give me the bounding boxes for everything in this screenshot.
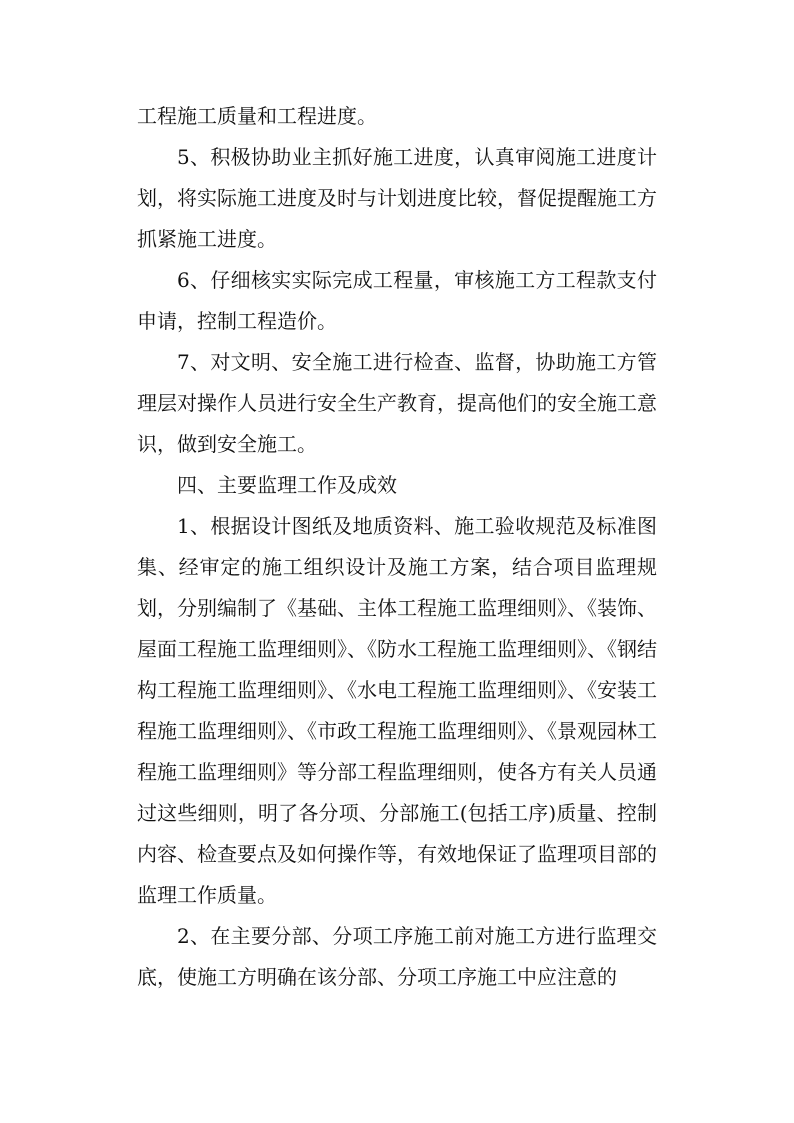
paragraph-item-1: 1、根据设计图纸及地质资料、施工验收规范及标准图集、经审定的施工组织设计及施工方案，结合项目监理规划，分别编制了《基础、主体工程施工监理细则》、《装饰、屋面工程施工监理细则》、《防水工程施工监理细则》、《钢结构工程施工监理细则》、《水电工程施工监理细则》、《安装工程施工监理细则》、《市政工程施工监理细则》、《景观园林工程施工监理细则》等分部工程监理细则，使各方有关人员通过这些细则，明了各分项、分部施工(包括工序)质量、控制内容、检查要点及如何操作等，有效地保证了监理项目部的监理工作质量。 — [137, 514, 657, 907]
paragraph-item-6: 6、仔细核实实际完成工程量，审核施工方工程款支付申请，控制工程造价。 — [137, 268, 657, 333]
paragraph-item-7: 7、对文明、安全施工进行检查、监督，协助施工方管理层对操作人员进行安全生产教育，提高他们的安全施工意识，做到安全施工。 — [137, 350, 657, 456]
paragraph-item-5: 5、积极协助业主抓好施工进度，认真审阅施工进度计划，将实际施工进度及时与计划进度比较，督促提醒施工方抓紧施工进度。 — [137, 145, 657, 251]
document-body — [137, 96, 657, 998]
section-heading: 四、主要监理工作及成效 — [177, 473, 397, 497]
paragraph-item-2: 2、在主要分部、分项工序施工前对施工方进行监理交底，使施工方明确在该分部、分项工序施工中应注意的 — [137, 924, 657, 989]
paragraph-continuation: 工程施工质量和工程进度。 — [137, 104, 377, 128]
